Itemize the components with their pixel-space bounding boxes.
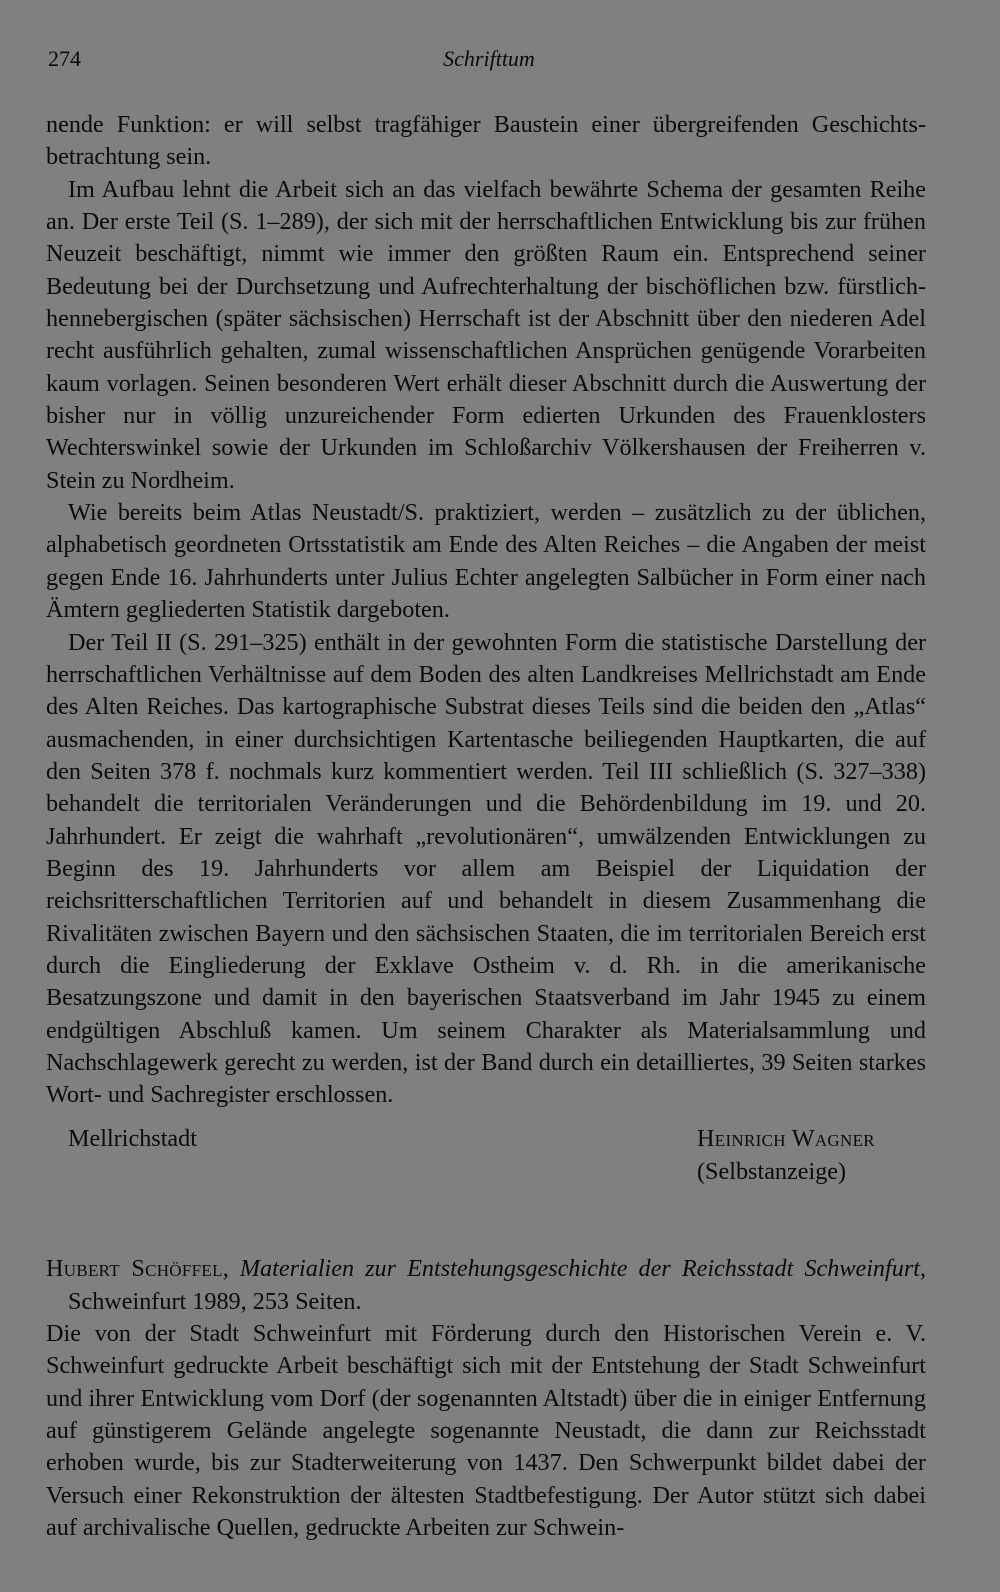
paragraph: Im Aufbau lehnt die Arbeit sich an das vielfach bewährte Schema der gesamten Reihe an. Der erste Teil (S. 1–289), der sich mit der herrschaftlichen Entwicklung bis zur frühen Neuzeit beschäftigt, nimmt wie immer den größten Raum ein. Entsprechend seiner Bedeutung bei der Durchsetzung und Aufrechterhaltung der bischöflichen bzw. fürstlich-hennebergischen (später sächsischen) Herrschaft ist der Abschnitt über den niederen Adel recht ausführlich gehalten, zumal wissenschaftlichen Ansprüchen genügende Vorarbeiten kaum vorlagen. Seinen besonderen Wert erhält dieser Abschnitt durch die Auswertung der bisher nur in völlig unzureichender Form edierten Urkunden des Frauenklosters Wechterswinkel sowie der Urkunden im Schloßarchiv Völkershausen der Freiherren v. Stein zu Nordheim.	[46, 175, 926, 494]
paragraph: Der Teil II (S. 291–325) enthält in der gewohnten Form die statistische Darstellung der herrschaftlichen Verhältnisse auf dem Boden des alten Landkreises Mellrichstadt am Ende des Alten Reiches. Das kartographische Substrat dieses Teils sind die beiden den „Atlas“ ausmachenden, in einer durchsichtigen Kartentasche beiliegenden Hauptkarten, die auf den Seiten 378 f. nochmals kurz kommentiert werden. Teil III schließlich (S. 327–338) behandelt die territorialen Veränderungen und die Behördenbildung im 19. und 20. Jahrhundert. Er zeigt die wahrhaft „revolutionären“, umwälzenden Entwicklungen zu Beginn des 19. Jahrhunderts vor allem am Beispiel der Liquidation der reichsritterschaftlichen Territorien auf und behandelt in diesem Zusammenhang die Rivalitäten zwischen Bayern und den sächsischen Staaten, die im territorialen Bereich erst durch die Eingliederung der Exklave Ostheim v. d. Rh. in die amerikanische Besatzungszone und damit in den bayerischen Staatsverband im Jahr 1945 zu einem endgültigen Abschluß kamen. Um seinem Charakter als Materialsammlung und Nachschlagewerk gerecht zu werden, ist der Band durch ein detailliertes, 39 Seiten starkes Wort- und Sachregister erschlossen.	[46, 628, 926, 1109]
paragraph: Wie bereits beim Atlas Neustadt/S. praktiziert, werden – zusätzlich zu der üblichen, alphabetisch geordneten Ortsstatistik am Ende des Alten Reiches – die Angaben der meist gegen Ende 16. Jahrhunderts unter Julius Echter angelegten Salbücher in Form einer nach Ämtern gegliederten Statistik dargeboten.	[46, 499, 926, 624]
bib-separator: ,	[222, 1255, 240, 1282]
review-place: Mellrichstadt	[68, 1125, 197, 1152]
running-title: Schrifttum	[443, 46, 535, 71]
review-author-name: Heinrich Wagner	[697, 1125, 875, 1152]
paragraph: nende Funktion: er will selbst tragfähiger Baustein einer übergreifenden Geschichtsbetrachtung sein.	[46, 111, 926, 171]
bibliographic-entry	[46, 1252, 926, 1318]
book-title: Materialien zur Entstehungsgeschichte der Reichsstadt Schweinfurt	[239, 1255, 920, 1282]
review-author	[697, 1122, 875, 1188]
book-publication: , Schweinfurt 1989, 253 Seiten.	[68, 1255, 927, 1315]
book-author: Hubert Schöffel	[46, 1255, 223, 1282]
page-header	[48, 46, 930, 78]
review-signature-block	[46, 1122, 926, 1192]
page-number: 274	[48, 46, 81, 71]
review-wagner-text	[46, 109, 926, 1112]
review-schoeffel-text	[46, 1318, 926, 1544]
paragraph: Die von der Stadt Schweinfurt mit Förderung durch den Historischen Verein e. V. Schweinfurt gedruckte Arbeit beschäftigt sich mit der Entstehung der Stadt Schweinfurt und ihrer Entwicklung vom Dorf (der sogenannten Altstadt) über die in einiger Entfernung auf günstigerem Gelände angelegte sogenannte Neustadt, die dann zur Reichsstadt erhoben wurde, bis zur Stadterweiterung von 1437. Den Schwerpunkt bildet dabei der Versuch einer Rekonstruktion der ältesten Stadtbefestigung. Der Autor stützt sich dabei auf archivalische Quellen, gedruckte Arbeiten zur Schwein-	[46, 1320, 926, 1542]
review-author-note: (Selbstanzeige)	[697, 1158, 847, 1185]
